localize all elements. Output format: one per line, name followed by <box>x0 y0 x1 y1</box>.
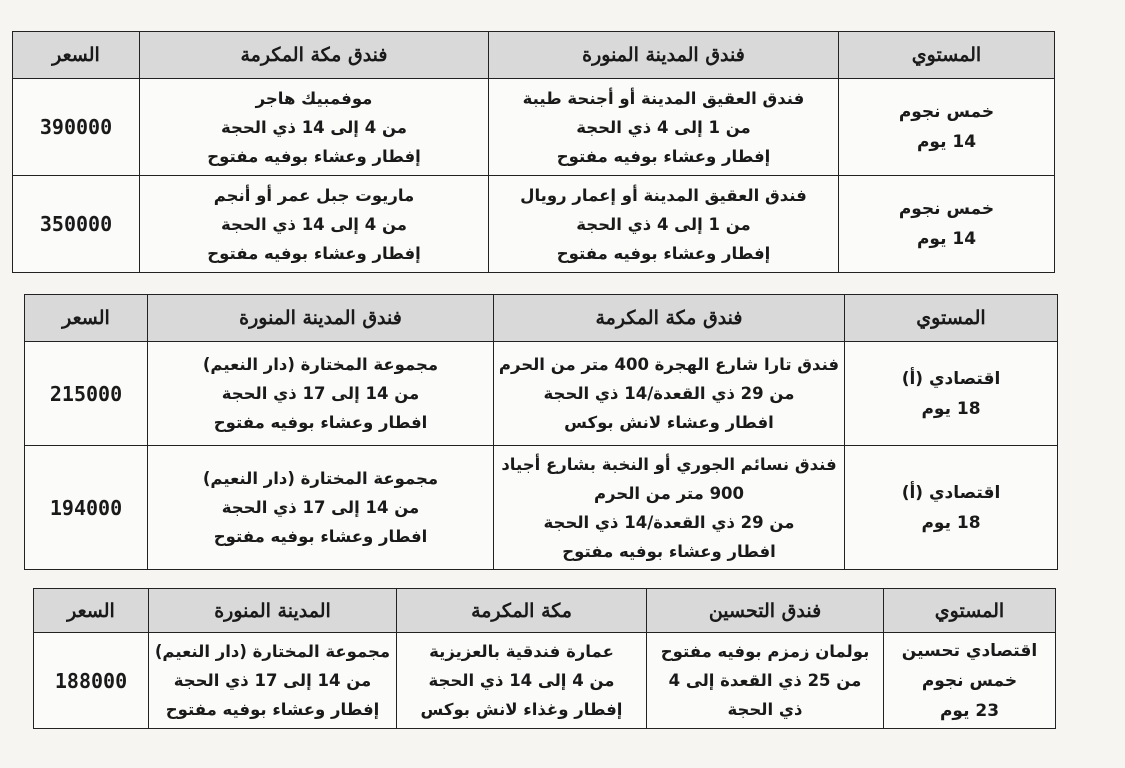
stay-dates: من 1 إلى 4 ذي الحجة <box>576 117 751 137</box>
header-hotel-madinah: فندق المدينة المنورة <box>489 32 839 79</box>
level-name: خمس نجوم <box>898 102 995 122</box>
hotel-name: مجموعة المختارة (دار النعيم) <box>202 355 439 374</box>
price-cell: 350000 <box>13 176 140 273</box>
hotel-makkah-cell <box>494 342 845 446</box>
price-cell: 390000 <box>13 79 140 176</box>
meal-plan: افطار وعشاء بوفيه مفتوح <box>213 413 428 432</box>
table-row <box>25 342 1058 446</box>
duration: 18 يوم <box>921 398 981 419</box>
table-row <box>25 446 1058 570</box>
hotel-name: موفمبيك هاجر <box>255 88 373 108</box>
header-hotel-upgrade: فندق التحسين <box>647 589 884 633</box>
level-name: اقتصادي تحسين <box>901 640 1038 661</box>
package-table-3 <box>33 588 1056 729</box>
table-header-row <box>25 295 1058 342</box>
header-level: المستوي <box>884 589 1056 633</box>
duration: 23 يوم <box>939 700 1000 721</box>
meal-plan: إفطار وعشاء بوفيه مفتوح <box>556 146 771 166</box>
duration: 14 يوم <box>916 132 977 152</box>
package-table-1 <box>12 31 1055 273</box>
hotel-name: فندق العقيق المدينة أو أجنحة طيبة <box>522 88 805 108</box>
meal-plan: إفطار وعشاء بوفيه مفتوح <box>556 243 771 263</box>
header-hotel-makkah: فندق مكة المكرمة <box>494 295 845 342</box>
stay-dates: من 25 ذي القعدة إلى 4 <box>668 671 862 690</box>
distance-note: 900 متر من الحرم <box>593 483 745 503</box>
hotel-madinah-cell <box>148 446 494 570</box>
level-name: خمس نجوم <box>898 199 995 219</box>
hotel-madinah-cell <box>148 342 494 446</box>
level-name: اقتصادي (أ) <box>901 482 1001 503</box>
table-header-row <box>13 32 1055 79</box>
stay-dates-cont: ذي الحجة <box>727 700 803 719</box>
price-cell: 188000 <box>34 633 149 729</box>
header-hotel-makkah: فندق مكة المكرمة <box>140 32 489 79</box>
duration: 14 يوم <box>916 229 977 249</box>
stay-dates: من 14 إلى 17 ذي الحجة <box>221 498 420 517</box>
price-cell: 194000 <box>25 446 148 570</box>
price-cell: 215000 <box>25 342 148 446</box>
table-header-row <box>34 589 1056 633</box>
hotel-name: عمارة فندقية بالعزيزية <box>429 642 614 661</box>
meal-plan: افطار وعشاء بوفيه مفتوح <box>213 527 428 546</box>
hotel-name: بولمان زمزم بوفيه مفتوح <box>660 642 870 661</box>
stay-dates: من 4 إلى 14 ذي الحجة <box>428 671 615 690</box>
table-row <box>34 633 1056 729</box>
hotel-name: مجموعة المختارة (دار النعيم) <box>154 642 391 661</box>
header-level: المستوي <box>839 32 1055 79</box>
level-cell <box>845 342 1058 446</box>
hotel-name: فندق العقيق المدينة أو إعمار رويال <box>520 185 807 205</box>
hotel-name: ماريوت جبل عمر أو أنجم <box>213 185 415 205</box>
duration: 18 يوم <box>921 512 981 533</box>
header-madinah: المدينة المنورة <box>149 589 397 633</box>
header-price: السعر <box>25 295 148 342</box>
package-table-2 <box>24 294 1058 570</box>
header-level: المستوي <box>845 295 1058 342</box>
meal-plan: إفطار وعشاء بوفيه مفتوح <box>165 700 380 719</box>
hotel-name: مجموعة المختارة (دار النعيم) <box>202 469 439 488</box>
stay-dates: من 29 ذي القعدة/14 ذي الحجة <box>543 384 795 403</box>
header-makkah: مكة المكرمة <box>397 589 647 633</box>
hotel-name: فندق نسائم الجوري أو النخبة بشارع أجياد <box>501 454 837 474</box>
level-cell <box>845 446 1058 570</box>
meal-plan: إفطار وعشاء بوفيه مفتوح <box>207 146 421 166</box>
hotel-madinah-cell <box>489 176 839 273</box>
header-price: السعر <box>34 589 149 633</box>
hotel-makkah-cell <box>140 176 489 273</box>
star-rating: خمس نجوم <box>921 670 1018 691</box>
hotel-madinah-cell <box>489 79 839 176</box>
meal-plan: افطار وعشاء بوفيه مفتوح <box>562 541 776 561</box>
meal-plan: إفطار وعشاء بوفيه مفتوح <box>207 243 421 263</box>
hotel-makkah-cell <box>140 79 489 176</box>
table-row <box>13 176 1055 273</box>
madinah-cell <box>149 633 397 729</box>
header-price: السعر <box>13 32 140 79</box>
stay-dates: من 14 إلى 17 ذي الحجة <box>221 384 420 403</box>
makkah-cell <box>397 633 647 729</box>
level-cell <box>839 79 1055 176</box>
hotel-name: فندق تارا شارع الهجرة 400 متر من الحرم <box>498 355 840 374</box>
stay-dates: من 29 ذي القعدة/14 ذي الحجة <box>543 512 795 532</box>
stay-dates: من 14 إلى 17 ذي الحجة <box>173 671 372 690</box>
hotel-makkah-cell <box>494 446 845 570</box>
header-hotel-madinah: فندق المدينة المنورة <box>148 295 494 342</box>
hotel-upgrade-cell <box>647 633 884 729</box>
table-row <box>13 79 1055 176</box>
level-cell <box>884 633 1056 729</box>
stay-dates: من 4 إلى 14 ذي الحجة <box>220 214 408 234</box>
level-cell <box>839 176 1055 273</box>
meal-plan: افطار وعشاء لانش بوكس <box>564 413 774 432</box>
meal-plan: إفطار وغذاء لانش بوكس <box>420 700 623 719</box>
stay-dates: من 1 إلى 4 ذي الحجة <box>576 214 751 234</box>
level-name: اقتصادي (أ) <box>901 368 1001 389</box>
stay-dates: من 4 إلى 14 ذي الحجة <box>220 117 408 137</box>
